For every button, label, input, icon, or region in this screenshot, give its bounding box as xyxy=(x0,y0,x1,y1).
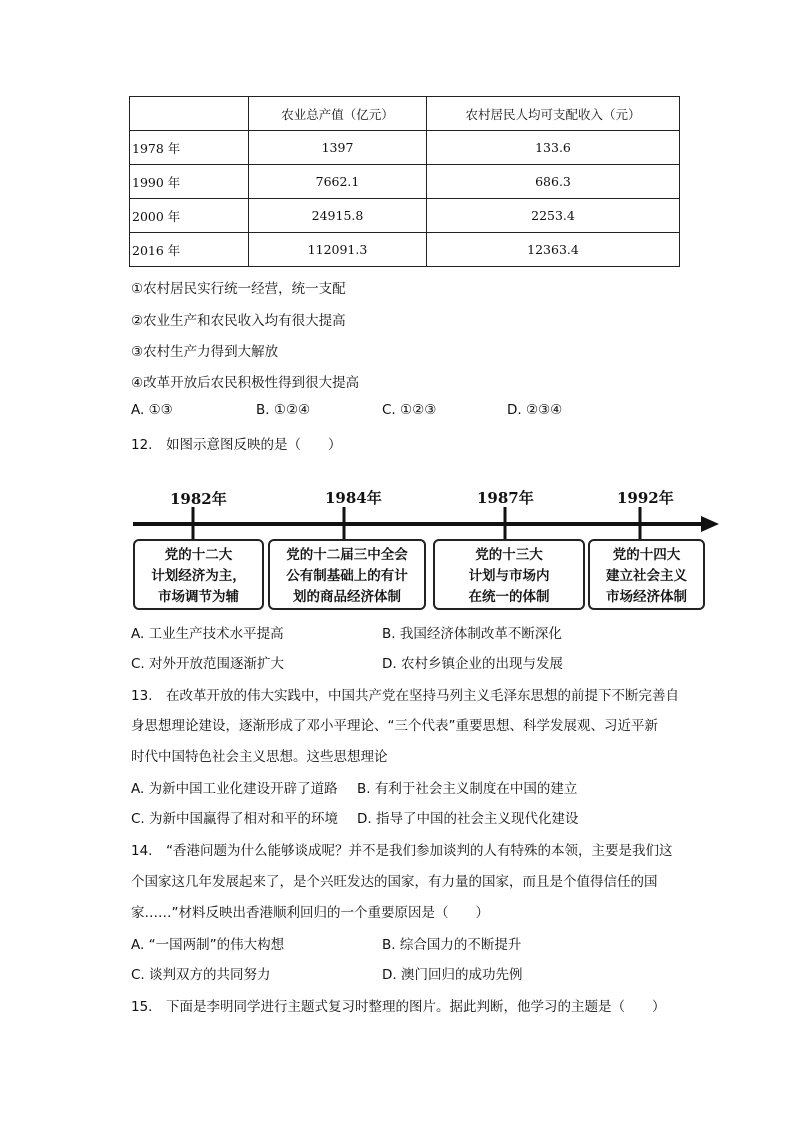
table-cell-income: 2253.4 xyxy=(427,199,680,233)
timeline-year: 1982年 xyxy=(170,490,227,508)
q11-statement: ③农村生产力得到大解放 xyxy=(131,344,279,360)
table-row xyxy=(130,131,680,165)
q11-statement: ②农业生产和农民收入均有很大提高 xyxy=(131,313,346,329)
table-header-cell: 农村居民人均可支配收入（元） xyxy=(427,97,680,131)
q12-option-d: D. 农村乡镇企业的出现与发展 xyxy=(382,656,563,672)
timeline-box-line: 在统一的体制 xyxy=(468,589,550,605)
table-row xyxy=(130,199,680,233)
timeline-box-line: 党的十三大 xyxy=(475,547,543,563)
table-cell-output: 1397 xyxy=(249,131,427,165)
table-row xyxy=(130,165,680,199)
q14-stem-line: 个国家这几年发展起来了，是个兴旺发达的国家，有力量的国家，而且是个值得信任的国 xyxy=(131,874,658,890)
q11-statement: ④改革开放后农民积极性得到很大提高 xyxy=(131,375,360,391)
q14-stem-line: 家……”材料反映出香港顺利回归的一个重要原因是（ ） xyxy=(131,905,489,921)
q11-option-a: A. ①③ xyxy=(131,402,173,418)
timeline-diagram xyxy=(131,483,721,615)
q14-option-d: D. 澳门回归的成功先例 xyxy=(382,967,523,983)
q12-option-a: A. 工业生产技术水平提高 xyxy=(131,626,284,642)
table-row xyxy=(130,233,680,267)
q11-option-b: B. ①②④ xyxy=(256,402,311,418)
table-cell-output: 112091.3 xyxy=(249,233,427,267)
timeline-box-line: 党的十二届三中全会 xyxy=(286,547,408,563)
q14-option-a: A. “一国两制”的伟大构想 xyxy=(131,937,285,953)
timeline-box-line: 划的商品经济体制 xyxy=(293,589,401,605)
timeline-box-line: 党的十二大 xyxy=(164,547,233,563)
q12-option-b: B. 我国经济体制改革不断深化 xyxy=(382,626,562,642)
q14-stem-line: 14. “香港问题为什么能够谈成呢？并不是我们参加谈判的人有特殊的本领，主要是我们这 xyxy=(131,843,673,859)
q12-stem: 12. 如图示意图反映的是（ ） xyxy=(131,437,342,453)
table-cell-year: 1990 年 xyxy=(130,165,249,199)
timeline-box-1982 xyxy=(133,539,264,610)
table-cell-year: 1978 年 xyxy=(130,131,249,165)
q13-stem-line: 13. 在改革开放的伟大实践中，中国共产党在坚持马列主义毛泽东思想的前提下不断完善自 xyxy=(131,688,679,704)
timeline-box-line: 公有制基础上的有计 xyxy=(286,568,408,584)
q14-option-b: B. 综合国力的不断提升 xyxy=(382,937,522,953)
q13-option-b: B. 有利于社会主义制度在中国的建立 xyxy=(357,781,578,797)
q13-stem-line: 身思想理论建设，逐渐形成了邓小平理论、“三个代表”重要思想、科学发展观、习近平新 xyxy=(131,718,658,734)
q13-option-c: C. 为新中国赢得了相对和平的环境 xyxy=(131,811,339,827)
table-cell-year: 2016 年 xyxy=(130,233,249,267)
table-header-cell: 农业总产值（亿元） xyxy=(249,97,427,131)
timeline-box-1984 xyxy=(268,539,426,610)
timeline-box-line: 建立社会主义 xyxy=(606,568,687,584)
q12-option-c: C. 对外开放范围逐渐扩大 xyxy=(131,656,285,672)
timeline-year: 1987年 xyxy=(477,489,534,507)
table-cell-income: 12363.4 xyxy=(427,233,680,267)
table-header-row xyxy=(130,97,680,131)
table-cell-income: 133.6 xyxy=(427,131,680,165)
timeline-box-line: 计划与市场内 xyxy=(468,568,550,584)
table-cell-output: 24915.8 xyxy=(249,199,427,233)
q15-stem: 15. 下面是李明同学进行主题式复习时整理的图片。据此判断，他学习的主题是（ ） xyxy=(131,999,666,1015)
table-cell-output: 7662.1 xyxy=(249,165,427,199)
table-header-cell xyxy=(130,97,249,131)
timeline-box-line: 市场调节为辅 xyxy=(158,589,239,605)
timeline-year: 1984年 xyxy=(325,489,382,507)
q11-option-c: C. ①②③ xyxy=(382,402,437,418)
table-cell-year: 2000 年 xyxy=(130,199,249,233)
timeline-box-1987 xyxy=(433,539,585,610)
timeline-box-1992 xyxy=(588,539,705,610)
q13-option-d: D. 指导了中国的社会主义现代化建设 xyxy=(357,811,579,827)
q11-statement: ①农村居民实行统一经营，统一支配 xyxy=(131,281,346,297)
timeline-box-line: 计划经济为主， xyxy=(151,568,246,584)
q13-option-a: A. 为新中国工业化建设开辟了道路 xyxy=(131,781,338,797)
timeline-box-line: 党的十四大 xyxy=(612,547,681,563)
table-cell-income: 686.3 xyxy=(427,165,680,199)
q11-option-d: D. ②③④ xyxy=(507,402,563,418)
timeline-box-line: 市场经济体制 xyxy=(606,589,687,605)
data-table xyxy=(129,96,680,267)
q14-option-c: C. 谈判双方的共同努力 xyxy=(131,967,271,983)
timeline-year: 1992年 xyxy=(617,489,674,507)
q13-stem-line: 时代中国特色社会主义思想。这些思想理论 xyxy=(131,749,388,765)
